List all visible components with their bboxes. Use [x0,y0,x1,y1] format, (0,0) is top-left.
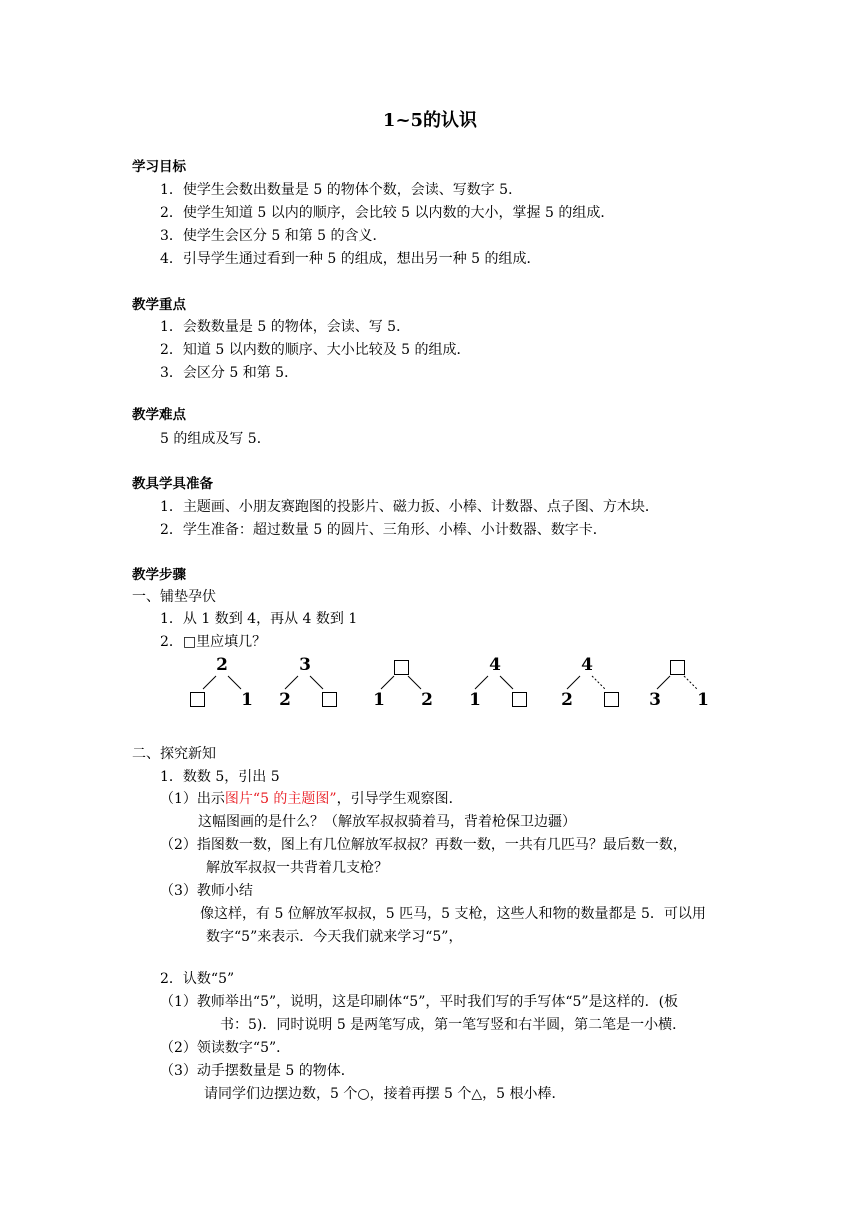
goal-item: 4．引导学生通过看到一种 5 的组成，想出另一种 5 的组成． [160,251,541,267]
blank-box [670,660,685,675]
blank-box [394,660,409,675]
key-point-item: 1．会数数量是 5 的物体，会读、写 5． [160,319,411,335]
tree-right: 1 [241,690,253,710]
goal-item: 2．使学生知道 5 以内的顺序，会比较 5 以内数的大小，掌握 5 的组成． [160,205,615,221]
tree-left: 2 [279,690,291,710]
tree-right: 2 [421,690,433,710]
tree-right: 1 [697,690,709,710]
step-line: 解放军叔叔一共背着几支枪？ [206,860,388,876]
step-line: 1．数数 5，引出 5 [160,769,280,785]
page-title: 1~5的认识 [382,110,478,131]
number-tree [276,656,346,712]
difficulty-heading: 教学难点 [132,407,186,423]
step-line: （3）动手摆数量是 5 的物体． [160,1063,355,1079]
key-point-item: 3．会区分 5 和第 5． [160,365,299,381]
part2-title: 二、探究新知 [132,746,216,762]
step-line: 书：5)．同时说明 5 是两笔写成，第一笔写竖和右半圆，第二笔是一小横． [220,1017,687,1033]
blank-box [190,692,205,707]
tree-left: 2 [561,690,573,710]
blank-box [322,692,337,707]
part1-line: 2．□里应填几？ [160,634,267,650]
number-tree [466,656,536,712]
tree-top: 4 [581,655,593,675]
step-suffix: ，引导学生观察图． [336,791,463,807]
tree-left: 1 [469,690,481,710]
step-line: 这幅图画的是什么？（解放军叔叔骑着马，背着枪保卫边疆） [198,814,576,830]
part1-title: 一、铺垫孕伏 [132,589,216,605]
step-line [160,790,463,808]
number-tree [370,656,440,712]
material-item: 2．学生准备：超过数量 5 的圆片、三角形、小棒、小计数器、数字卡． [160,522,607,538]
material-item: 1．主题画、小朋友赛跑图的投影片、磁力扳、小棒、计数器、点子图、方木块． [160,499,659,515]
step-line: （1）教师举出“5”，说明，这是印刷体“5”，平时我们写的手写体“5”是这样的．(板 [160,994,679,1010]
step-prefix: （1）出示 [160,791,225,807]
key-point-item: 2．知道 5 以内数的顺序、大小比较及 5 的组成． [160,342,471,358]
tree-top: 2 [216,655,228,675]
step-line: 像这样，有 5 位解放军叔叔，5 匹马，5 支枪，这些人和物的数量都是 5．可以用 [200,906,706,922]
materials-heading: 教具学具准备 [132,476,213,492]
step-line: 数字“5”来表示．今天我们就来学习“5”， [206,929,463,945]
tree-top: 4 [489,655,501,675]
number-tree [188,656,258,712]
tree-left: 3 [649,690,661,710]
step-line: 请同学们边摆边数，5 个○，接着再摆 5 个△，5 根小棒． [204,1086,566,1102]
number-trees [180,656,720,712]
tree-left: 1 [373,690,385,710]
goal-item: 1．使学生会数出数量是 5 的物体个数，会读、写数字 5． [160,182,523,198]
theme-image-link[interactable]: 图片“5 的主题图” [224,791,337,807]
steps-heading: 教学步骤 [132,567,186,583]
step-line: （2）指图数一数，图上有几位解放军叔叔？再数一数，一共有几匹马？最后数一数， [160,837,687,853]
goal-item: 3．使学生会区分 5 和第 5 的含义． [160,228,387,244]
step-line: 2．认数“5” [160,971,235,987]
blank-box [604,692,619,707]
step-line: （3）教师小结 [160,883,253,899]
part1-line: 1．从 1 数到 4，再从 4 数到 1 [160,611,358,627]
step-line: （2）领读数字“5”． [160,1040,291,1056]
goals-heading: 学习目标 [132,159,186,175]
blank-box [512,692,527,707]
difficulty-text: 5 的组成及写 5． [160,431,271,447]
key-points-heading: 教学重点 [132,297,186,313]
tree-top: 3 [299,655,311,675]
number-tree [558,656,628,712]
number-tree [646,656,716,712]
